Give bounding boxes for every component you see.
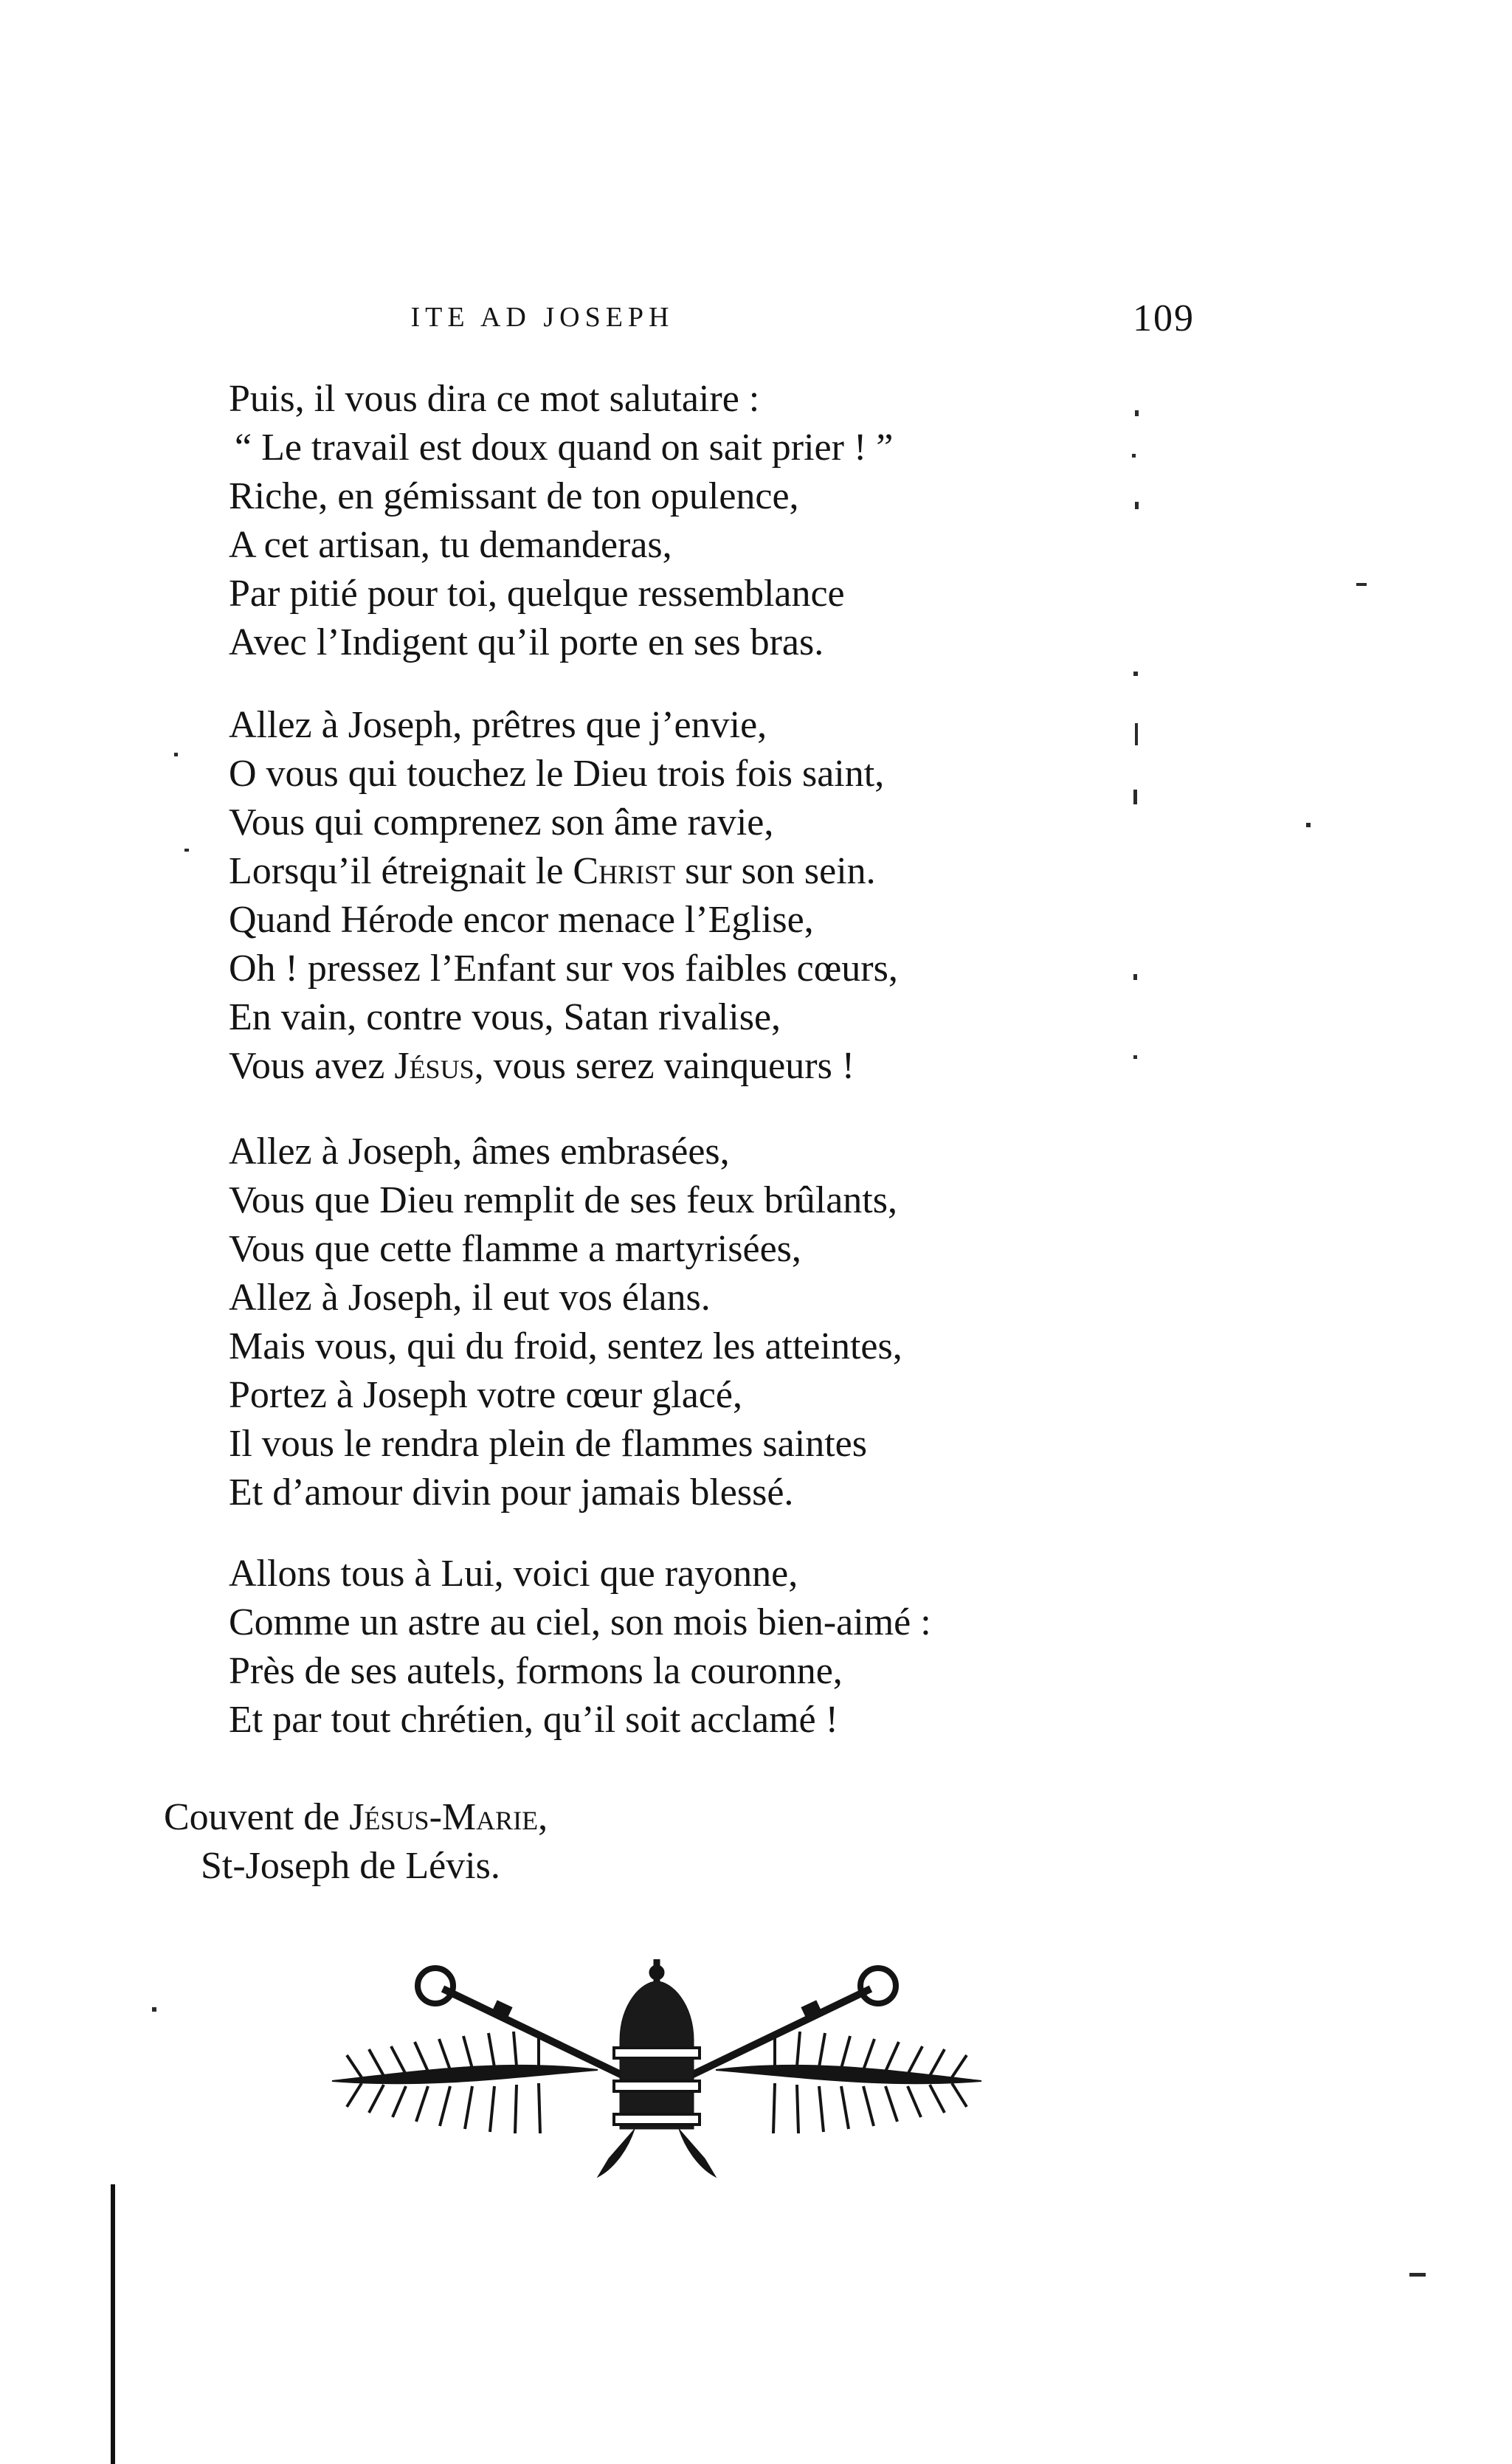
page-number: 109 bbox=[1133, 297, 1195, 339]
scan-speck bbox=[174, 753, 178, 756]
stanza-3 bbox=[229, 1128, 902, 1517]
poem-line: Allons tous à Lui, voici que rayonne, bbox=[229, 1553, 798, 1595]
signature-line-1 bbox=[164, 1793, 548, 1842]
poem-line: Allez à Joseph, âmes embrasées, bbox=[229, 1131, 730, 1173]
stanza-1 bbox=[229, 375, 893, 667]
line-text: Vous avez bbox=[229, 1045, 385, 1087]
poem-line: Mais vous, qui du froid, sentez les atteintes, bbox=[229, 1325, 902, 1367]
header-title: ITE AD JOSEPH bbox=[410, 302, 674, 333]
scan-speck bbox=[1133, 672, 1138, 676]
poem-line: En vain, contre vous, Satan rivalise, bbox=[229, 996, 781, 1038]
small-caps-name: Jésus bbox=[394, 1045, 474, 1087]
poem-line: Allez à Joseph, il eut vos élans. bbox=[229, 1277, 711, 1319]
stanza-4 bbox=[229, 1550, 931, 1745]
poem-line: Et par tout chrétien, qu’il soit acclamé ! bbox=[229, 1699, 838, 1741]
poem-line: A cet artisan, tu demanderas, bbox=[229, 524, 672, 566]
signature-text: , bbox=[538, 1796, 548, 1838]
scan-speck bbox=[1356, 583, 1367, 586]
poem-line bbox=[229, 847, 898, 896]
scan-speck bbox=[1306, 823, 1311, 827]
line-text: sur son sein. bbox=[685, 850, 876, 892]
signature-text: Couvent de bbox=[164, 1796, 340, 1838]
binding-edge-rule bbox=[111, 2184, 115, 2464]
poem-line: Vous qui comprenez son âme ravie, bbox=[229, 801, 774, 843]
scan-speck bbox=[184, 849, 189, 852]
poem-line: Avec l’Indigent qu’il porte en ses bras. bbox=[229, 621, 824, 663]
poem-line: Oh ! pressez l’Enfant sur vos faibles cœurs, bbox=[229, 948, 898, 990]
scan-speck bbox=[1135, 410, 1139, 416]
poem-line: Allez à Joseph, prêtres que j’envie, bbox=[229, 704, 767, 746]
scan-speck bbox=[1133, 790, 1137, 804]
poem-line: Riche, en gémissant de ton opulence, bbox=[229, 475, 799, 517]
stanza-2 bbox=[229, 701, 898, 1091]
poem-line: Comme un astre au ciel, son mois bien-aimé : bbox=[229, 1601, 931, 1643]
poem-line: Vous que Dieu remplit de ses feux brûlants, bbox=[229, 1179, 897, 1221]
scan-speck bbox=[1133, 1055, 1137, 1059]
poem-line: Quand Hérode encor menace l’Eglise, bbox=[229, 899, 814, 941]
poem-line: “ Le travail est doux quand on sait prier ! ” bbox=[235, 427, 894, 469]
scan-speck bbox=[1409, 2273, 1426, 2277]
scan-speck bbox=[1133, 974, 1137, 980]
scan-speck bbox=[152, 2007, 156, 2012]
scan-speck bbox=[1135, 723, 1138, 745]
papal-tiara-crossed-keys-vignette-icon bbox=[317, 1959, 996, 2181]
poem-line: Vous que cette flamme a martyrisées, bbox=[229, 1228, 801, 1270]
scan-speck bbox=[1132, 454, 1136, 458]
poem-line: Portez à Joseph votre cœur glacé, bbox=[229, 1374, 742, 1416]
line-text: , vous serez vainqueurs ! bbox=[474, 1045, 855, 1087]
poem-line: O vous qui touchez le Dieu trois fois saint, bbox=[229, 753, 885, 795]
signature-line-2: St-Joseph de Lévis. bbox=[201, 1845, 500, 1887]
poem-line: Et d’amour divin pour jamais blessé. bbox=[229, 1471, 794, 1514]
small-caps-name: Jésus-Marie bbox=[349, 1796, 539, 1838]
signature-block bbox=[164, 1793, 548, 1891]
line-text: Lorsqu’il étreignait le bbox=[229, 850, 564, 892]
poem-line: Près de ses autels, formons la couronne, bbox=[229, 1650, 843, 1692]
small-caps-name: Christ bbox=[573, 850, 676, 892]
poem-line: Puis, il vous dira ce mot salutaire : bbox=[229, 378, 760, 420]
poem-line: Par pitié pour toi, quelque ressemblance bbox=[229, 573, 845, 615]
scan-speck bbox=[1135, 502, 1139, 509]
poem-line: Il vous le rendra plein de flammes saintes bbox=[229, 1423, 867, 1465]
poem-line bbox=[229, 1042, 898, 1091]
